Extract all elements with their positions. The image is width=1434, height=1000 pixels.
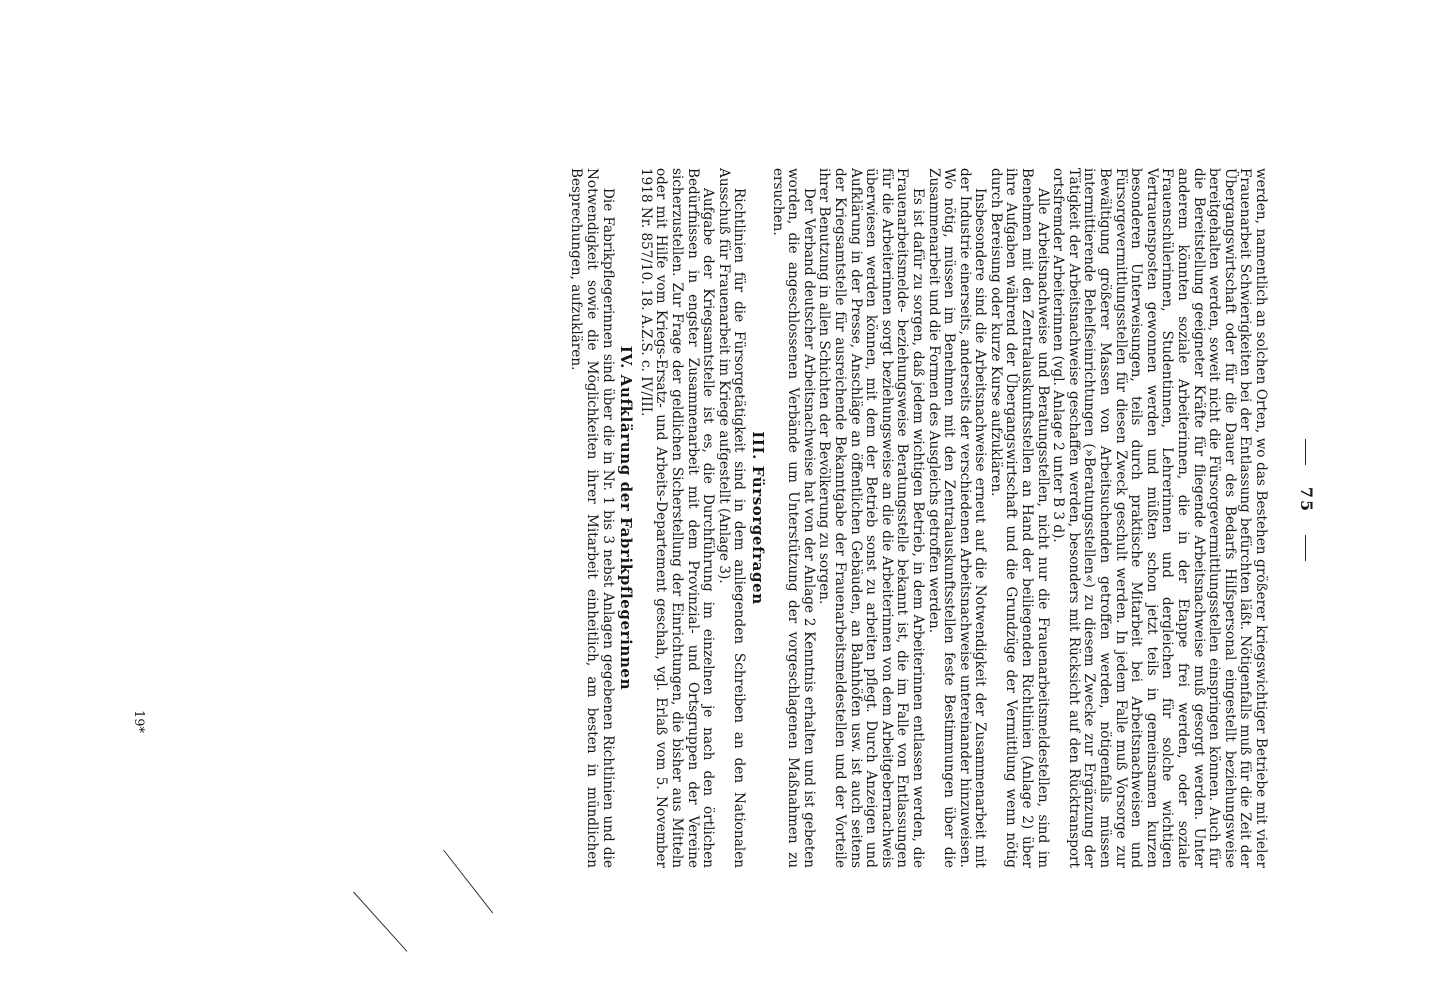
paragraph: Die Fabrikpflegerinnen sind über die in Nr. 1 bis 3 nebst Anlagen gegebenen Richtlinien und die Notwendigkeit sowie die Möglichkeiten ihrer Mitarbeit einheitlich, am besten in mündlichen Besprechungen, aufzuklären. (568, 168, 616, 868)
margin-pencil-mark (443, 850, 493, 914)
section-heading: IV. Aufklärung der Fabrikpflegerinnen (617, 345, 636, 691)
page-body (568, 168, 1268, 868)
section-heading: III. Fürsorgefragen (749, 431, 767, 605)
page-number: 75 (1297, 486, 1316, 514)
paragraph: Alle Arbeitsnachweise und Beratungsstellen, nicht nur die Frauenarbeitsmeldestellen, sind im Benehmen mit den Zentralauskunftsstellen an Hand der beiliegenden Richtlinien (Anlage 2) über ihre Aufgaben während der Übergangswirtschaft und die Grundzüge der Vermittlung wenn nötig durch Bereisung oder kurze Kurse aufzuklären. (987, 168, 1051, 868)
margin-pencil-mark (353, 892, 407, 952)
paragraph: Aufgabe der Kriegsamtstelle ist es, die Durchführung im einzelnen je nach den örtlichen Bedürfnissen in engster Zusammenarbeit mit dem Provinzial- und Ortsgruppen der Vereine sicherzustellen. Zur Frage der geldlichen Sicherstellung der Einrichtungen, die bisher aus Mitteln oder mit Hilfe vom Kriegs-Ersatz- und Arbeits-Departement geschah, vgl. Erlaß vom 5. November 1918 Nr. 857/10. 18. A.Z.S. c. IV/III. (637, 168, 717, 868)
paragraph: Der Verband deutscher Arbeitsnachweise hat von der Anlage 2 Kenntnis erhalten und ist gebeten worden, die angeschlossenen Verbände um Unterstützung der vorgeschlagenen Maßnahmen zu ersuchen. (769, 168, 817, 868)
paragraph: Richtlinien für die Fürsorgetätigkeit sind in dem anliegenden Schreiben an den Nationalen Ausschuß für Frauenarbeit im Kriege aufgestellt (Anlage 3). (715, 168, 748, 868)
printer-signature: 19* (131, 710, 146, 734)
header-dash-left (1305, 439, 1306, 465)
paragraph: Insbesondere sind die Arbeitsnachweise erneut auf die Notwendigkeit der Zusammenarbeit mit der Industrie einerseits, anderseits der verschiedenen Arbeitsnachweise untereinander hinzuweisen. Wo nötig, müssen im Benehmen mit den Zentralauskunftsstellen feste Bestimmungen über die Zusammenarbeit und die Formen des Ausgleichs getroffen werden. (925, 168, 989, 868)
paragraph: Es ist dafür zu sorgen, daß jedem wichtigen Betrieb, in dem Arbeiterinnen entlassen werden, die Frauenarbeitsmelde- beziehungsweise Beratungsstelle bekannt ist, die im Falle von Entlassungen für die Arbeiterinnen sorgt beziehungsweise an die die Arbeiterinnen von dem Arbeitgebernachweis überwiesen werden können, mit dem der Betrieb sonst zu arbeiten pflegt. Durch Anzeigen und Aufklärung in der Presse, Anschläge an öffentlichen Gebäuden, an Bahnhöfen usw. ist auch seitens der Kriegsamtstelle für ausreichende Bekanntgabe der Frauenarbeitsmeldestellen und der Vorteile ihrer Benutzung in allen Schichten der Bevölkerung zu sorgen. (816, 168, 926, 868)
paragraph: werden, namentlich an solchen Orten, wo das Bestehen größerer kriegswichtiger Betriebe mit vieler Frauenarbeit Schwierigkeiten bei der Entlassung befürchten läßt. Nötigenfalls muß für die Zeit der Übergangswirtschaft oder für die Dauer des Bedarfs Hilfspersonal eingestellt beziehungsweise bereitgehalten werden, soweit nicht die Fürsorgevermittlungsstellen einspringen können. Auch für die Bereitstellung geeigneter Kräfte für fliegende Arbeitsnachweise muß gesorgt werden. Unter anderem könnten soziale Arbeiterinnen, die in der Etappe frei werden, oder soziale Frauenschülerinnen, Studentinnen, Lehrerinnen und dergleichen für solche wichtigen Vertrauensposten gewonnen werden und müßten schon jetzt teils in gemeinsamen kurzen besonderen Unterweisungen, teils durch praktische Mitarbeit bei Arbeitsnachweisen und Fürsorgevermittlungsstellen für diesen Zweck geschult werden. In jedem Falle muß Vorsorge zur Bewältigung größerer Massen von Arbeitsuchenden getroffen werden, nötigenfalls müssen intermittierende Behelfseinrichtungen (»Beratungsstellen«) zu diesem Zwecke zur Ergänzung der Tätigkeit der Arbeitsnachweise geschaffen werden, besonders mit Rücksicht auf den Rücktransport ortsfremder Arbeiterinnen (vgl. Anlage 2 unter B 3 d). (1050, 168, 1269, 868)
page-header (1297, 0, 1316, 1000)
header-dash-right (1305, 535, 1306, 561)
